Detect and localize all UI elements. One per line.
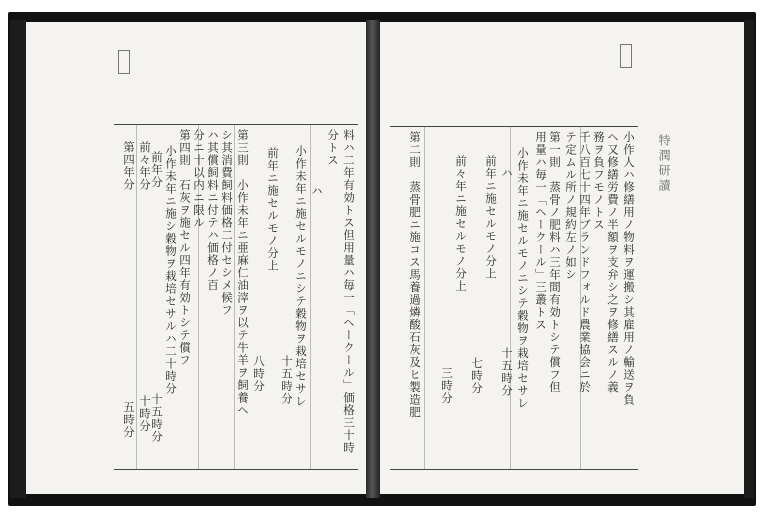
right-col-9: ハ <box>500 167 514 180</box>
right-text-frame <box>390 126 638 470</box>
right-col-14: 三時分 <box>440 367 454 405</box>
right-col-2: ヘ又修繕労費ノ半額ヲ支弁シ之ヲ修繕スルノ義 <box>606 131 620 394</box>
left-col-3: ハ <box>310 185 324 198</box>
left-page-edge <box>10 20 26 498</box>
left-page-stamp <box>118 50 130 74</box>
left-col-5: 十五時分 <box>280 355 294 405</box>
left-col-1: 料ハ二年有効トス但用量ハ毎一「ヘークール」価格三十時 <box>342 129 356 454</box>
right-col-6: 第一則 蒸骨ノ肥料ハ三年間有効トシテ償フ但 <box>548 131 562 394</box>
left-col-12: 第四則 石灰ヲ施セル四年有効トシテ償フ <box>178 129 192 367</box>
right-page-edge <box>744 20 754 498</box>
right-col-13: 前々年ニ施セルモノ分上 <box>454 155 468 293</box>
right-col-5: テ定ムル所ノ規約左ノ如シ <box>564 131 578 281</box>
left-col-8: 第三則 小作未年ニ亜麻仁油滓ヲ以テ牛羊ヲ飼養ヘ <box>236 129 250 417</box>
right-col-1: 小作人ハ修繕用ノ物料ヲ運搬シ其雇用ノ輸送ヲ負 <box>622 131 636 406</box>
left-col-6: 前年ニ施セルモノ分上 <box>266 147 280 272</box>
right-page <box>380 22 744 494</box>
book-spread <box>8 12 756 506</box>
left-col-4: 小作未年ニ施セルモノニシテ穀物ヲ栽培セサレ <box>294 145 308 408</box>
left-col-11: 分ニ十以内ニ限ル <box>192 129 206 229</box>
left-col-14: 前年分 <box>150 151 164 189</box>
margin-annotation: 特潤研讀 <box>657 134 671 194</box>
left-col-13: 小作未年ニ施シ穀物ヲ栽培セサルハ二十時分 <box>164 145 178 395</box>
right-col-4: 千八百七十四年ブランドフォルド農業協会ニ於 <box>578 131 592 394</box>
right-col-12: 七時分 <box>470 357 484 395</box>
left-col-15: 十五時分 <box>150 393 164 443</box>
left-col-17: 十時分 <box>138 395 152 433</box>
right-page-stamp <box>620 44 632 68</box>
right-col-3: 務ヲ負フモノトス <box>592 131 606 231</box>
left-col-10: ハ其償飼料ニ付テハ価格ノ百 <box>206 129 220 292</box>
left-col-18: 第四年分 <box>122 141 136 191</box>
left-col-7: 八時分 <box>252 355 266 393</box>
left-text-frame <box>114 124 358 470</box>
right-col-10: 十五時分 <box>500 347 514 397</box>
right-col-11: 前年ニ施セルモノ分上 <box>484 155 498 280</box>
left-col-19: 五時分 <box>122 401 136 439</box>
left-col-2: 分トス <box>326 129 340 167</box>
right-col-15: 第二則 蒸骨肥ニ施コス馬養過燐酸石灰及ヒ製造肥 <box>408 131 422 419</box>
left-col-9: シ其消費飼料価格二付セシメ候フ <box>220 129 234 317</box>
book-gutter <box>366 20 380 498</box>
right-col-7: 用量ハ毎一「ヘークール」三叢トス <box>534 131 548 331</box>
left-col-16: 前々年分 <box>138 141 152 191</box>
left-page <box>26 22 366 494</box>
right-col-8: 小作未年ニ施セルモノニシテ穀物ヲ栽培セサレ <box>516 147 530 410</box>
